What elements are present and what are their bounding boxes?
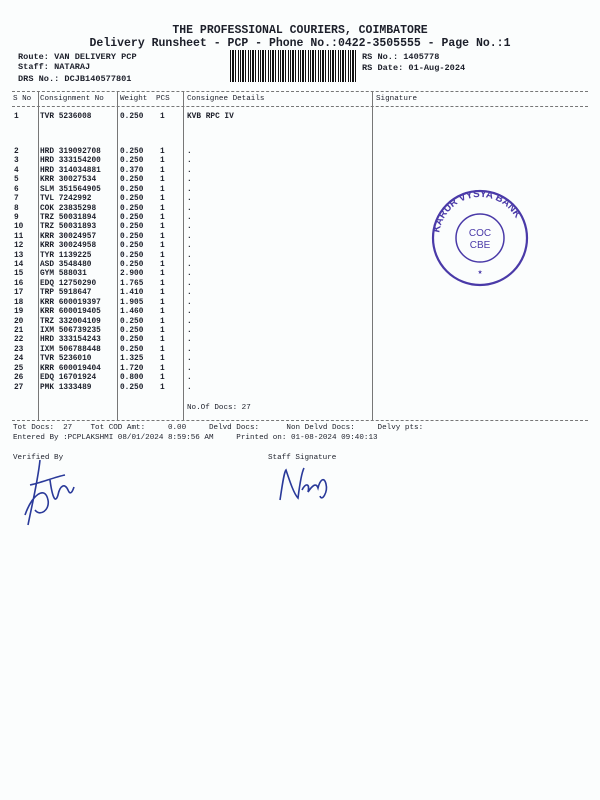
consignment-number: GYM 588031 [40, 270, 87, 279]
pieces: 1 [160, 185, 165, 194]
consignee-details: . [187, 185, 192, 194]
runsheet-title: Delivery Runsheet - PCP - Phone No.:0422-3505555 - Page No.:1 [89, 37, 511, 50]
serial-number: 12 [14, 242, 24, 251]
col-consignee: Consignee Details [187, 95, 265, 103]
consignment-number: PMK 1333489 [40, 383, 92, 392]
serial-number: 4 [14, 166, 19, 175]
consignment-number: TRZ 332004109 [40, 317, 101, 326]
col-weight: Weight [120, 95, 148, 103]
weight: 1.460 [120, 308, 144, 317]
consignment-number: TRZ 50031893 [40, 223, 97, 232]
weight: 0.250 [120, 148, 144, 156]
table-row [0, 148, 600, 157]
pieces: 1 [160, 166, 165, 175]
consignment-number: TVR 5236008 [40, 113, 92, 121]
weight: 1.720 [120, 364, 144, 373]
pieces: 1 [160, 261, 165, 270]
weight: 0.250 [120, 213, 144, 222]
pieces: 1 [160, 251, 165, 260]
consignee-details: . [187, 364, 192, 373]
weight: 0.250 [120, 204, 144, 213]
consignee-details: . [187, 223, 192, 232]
pieces: 1 [160, 157, 165, 166]
divider [12, 106, 588, 107]
no-of-docs: No.Of Docs: 27 [187, 404, 251, 412]
weight: 0.250 [120, 176, 144, 185]
consignee-details: . [187, 374, 192, 383]
consignee-details: . [187, 251, 192, 260]
pieces: 1 [160, 223, 165, 232]
pieces: 1 [160, 308, 165, 317]
consignee-details: . [187, 195, 192, 204]
pieces: 1 [160, 195, 165, 204]
serial-number: 18 [14, 298, 24, 307]
rs-number: RS No.: 1405778 [362, 52, 440, 62]
weight: 0.250 [120, 261, 144, 270]
table-row [0, 308, 600, 317]
table-row [0, 327, 600, 336]
serial-number: 13 [14, 251, 24, 260]
consignment-number: TYR 1139225 [40, 251, 92, 260]
weight: 0.250 [120, 232, 144, 241]
consignment-number: TRZ 50031894 [40, 213, 97, 222]
consignee-details: . [187, 176, 192, 185]
consignment-number: ASD 3548480 [40, 261, 92, 270]
consignment-number: TVR 5236010 [40, 355, 92, 364]
pieces: 1 [160, 317, 165, 326]
table-row [0, 113, 600, 122]
consignee-details: . [187, 204, 192, 213]
consignee-details: . [187, 326, 192, 335]
weight: 0.250 [120, 326, 144, 335]
barcode [230, 50, 358, 82]
table-row [0, 374, 600, 383]
consignment-number: SLM 351564905 [40, 185, 101, 194]
pieces: 1 [160, 374, 165, 383]
col-pcs: PCS [156, 95, 170, 103]
serial-number: 14 [14, 261, 24, 270]
consignee-details: . [187, 148, 192, 156]
consignee-details: . [187, 213, 192, 222]
weight: 0.250 [120, 223, 144, 232]
consignee-details: . [187, 270, 192, 279]
pieces: 1 [160, 326, 165, 335]
consignee-details: . [187, 383, 192, 392]
table-row [0, 176, 600, 185]
weight: 0.250 [120, 336, 144, 345]
pieces: 1 [160, 204, 165, 213]
weight: 0.250 [120, 383, 144, 392]
serial-number: 6 [14, 185, 19, 194]
col-signature: Signature [376, 95, 418, 103]
rs-date: RS Date: 01-Aug-2024 [362, 63, 466, 73]
pieces: 1 [160, 242, 165, 251]
consignment-number: KRR 600019405 [40, 308, 101, 317]
pieces: 1 [160, 355, 165, 364]
weight: 0.250 [120, 251, 144, 260]
weight: 0.250 [120, 157, 144, 166]
consignment-number: HRD 319092708 [40, 148, 101, 156]
serial-number: 16 [14, 279, 24, 288]
col-consignment: Consignment No [40, 95, 104, 103]
consignment-number: EDQ 12750290 [40, 279, 97, 288]
table-row [0, 289, 600, 298]
consignment-number: KRR 30027534 [40, 176, 97, 185]
pieces: 1 [160, 345, 165, 354]
table-row [0, 346, 600, 355]
serial-number: 11 [14, 232, 24, 241]
pieces: 1 [160, 298, 165, 307]
stamp-bank-name: KARUR VYSYA BANK [431, 188, 523, 234]
totals-line: Tot Docs: 27 Tot COD Amt: 0.00 Delvd Docs: Non Delvd Docs: Delvy pts: [13, 424, 424, 432]
divider [12, 91, 588, 92]
consignment-number: KRR 600019404 [40, 364, 101, 373]
serial-number: 23 [14, 345, 24, 354]
weight: 0.370 [120, 166, 144, 175]
weight: 0.250 [120, 242, 144, 251]
table-row [0, 299, 600, 308]
staff-signature-label: Staff Signature [268, 454, 337, 462]
serial-number: 2 [14, 148, 19, 156]
weight: 0.250 [120, 317, 144, 326]
divider [12, 420, 588, 421]
consignment-number: EDQ 16701924 [40, 374, 97, 383]
pieces: 1 [160, 270, 165, 279]
pieces: 1 [160, 364, 165, 373]
company-title: THE PROFESSIONAL COURIERS, COIMBATORE [172, 24, 428, 37]
weight: 0.250 [120, 185, 144, 194]
verifier-signature [10, 455, 100, 535]
weight: 1.325 [120, 355, 144, 364]
consignee-details: . [187, 232, 192, 241]
serial-number: 7 [14, 195, 19, 204]
pieces: 1 [160, 213, 165, 222]
consignee-details: . [187, 336, 192, 345]
serial-number: 26 [14, 374, 24, 383]
serial-number: 8 [14, 204, 19, 213]
bank-stamp [425, 188, 535, 288]
consignment-number: IXM 506788448 [40, 345, 101, 354]
consignment-number: KRR 30024958 [40, 242, 97, 251]
serial-number: 17 [14, 289, 24, 298]
consignment-number: HRD 314034881 [40, 166, 101, 175]
serial-number: 24 [14, 355, 24, 364]
stamp-line1: COC [468, 228, 492, 239]
verified-by-label: Verified By [13, 454, 64, 462]
pieces: 1 [160, 232, 165, 241]
stamp-star-icon: ★ [477, 268, 483, 277]
consignee-details: . [187, 355, 192, 364]
consignee-details: . [187, 279, 192, 288]
consignee-details: . [187, 242, 192, 251]
svg-text:KARUR VYSYA BANK [431, 189, 523, 234]
consignee-details: . [187, 345, 192, 354]
serial-number: 27 [14, 383, 24, 392]
consignee-details: . [187, 289, 192, 298]
table-row [0, 318, 600, 327]
staff: Staff: NATARAJ [18, 62, 91, 72]
weight: 0.250 [120, 113, 144, 121]
consignment-number: TVL 7242992 [40, 195, 92, 204]
serial-number: 19 [14, 308, 24, 317]
weight: 1.410 [120, 289, 144, 298]
serial-number: 20 [14, 317, 24, 326]
consignment-number: HRD 333154200 [40, 157, 101, 166]
drs-number: DRS No.: DCJB140577801 [18, 74, 132, 84]
table-row [0, 167, 600, 176]
serial-number: 21 [14, 326, 24, 335]
serial-number: 5 [14, 176, 19, 185]
weight: 0.800 [120, 374, 144, 383]
serial-number: 25 [14, 364, 24, 373]
consignment-number: KRR 30024957 [40, 232, 97, 241]
serial-number: 22 [14, 336, 24, 345]
entered-by-line: Entered By :PCPLAKSHMI 08/01/2024 8:59:56 AM Printed on: 01-08-2024 09:40:13 [13, 434, 378, 442]
weight: 2.900 [120, 270, 144, 279]
consignment-number: IXM 506739235 [40, 326, 101, 335]
consignee-details: . [187, 308, 192, 317]
consignee-details: . [187, 298, 192, 307]
consignment-number: COK 23835298 [40, 204, 97, 213]
weight: 1.905 [120, 298, 144, 307]
pieces: 1 [160, 176, 165, 185]
table-row [0, 355, 600, 364]
weight: 0.250 [120, 345, 144, 354]
consignment-number: HRD 333154243 [40, 336, 101, 345]
stamp-line2: CBE [469, 240, 491, 251]
consignee-details: . [187, 261, 192, 270]
serial-number: 15 [14, 270, 24, 279]
table-row [0, 157, 600, 166]
consignment-number: KRR 600019397 [40, 298, 101, 307]
serial-number: 3 [14, 157, 19, 166]
pieces: 1 [160, 289, 165, 298]
pieces: 1 [160, 336, 165, 345]
consignee-details: . [187, 166, 192, 175]
consignee-details: . [187, 317, 192, 326]
weight: 0.250 [120, 195, 144, 204]
serial-number: 10 [14, 223, 24, 232]
table-row [0, 336, 600, 345]
route: Route: VAN DELIVERY PCP [18, 52, 137, 62]
col-sno: S No [13, 95, 32, 103]
staff-signature [272, 462, 342, 507]
pieces: 1 [160, 383, 165, 392]
serial-number: 1 [14, 113, 19, 121]
consignee-details: . [187, 157, 192, 166]
table-row [0, 384, 600, 393]
pieces: 1 [160, 113, 165, 121]
weight: 1.765 [120, 279, 144, 288]
pieces: 1 [160, 148, 165, 156]
serial-number: 9 [14, 213, 19, 222]
pieces: 1 [160, 279, 165, 288]
consignee-details: KVB RPC IV [187, 113, 234, 121]
table-row [0, 365, 600, 374]
consignment-number: TRP 5918647 [40, 289, 92, 298]
